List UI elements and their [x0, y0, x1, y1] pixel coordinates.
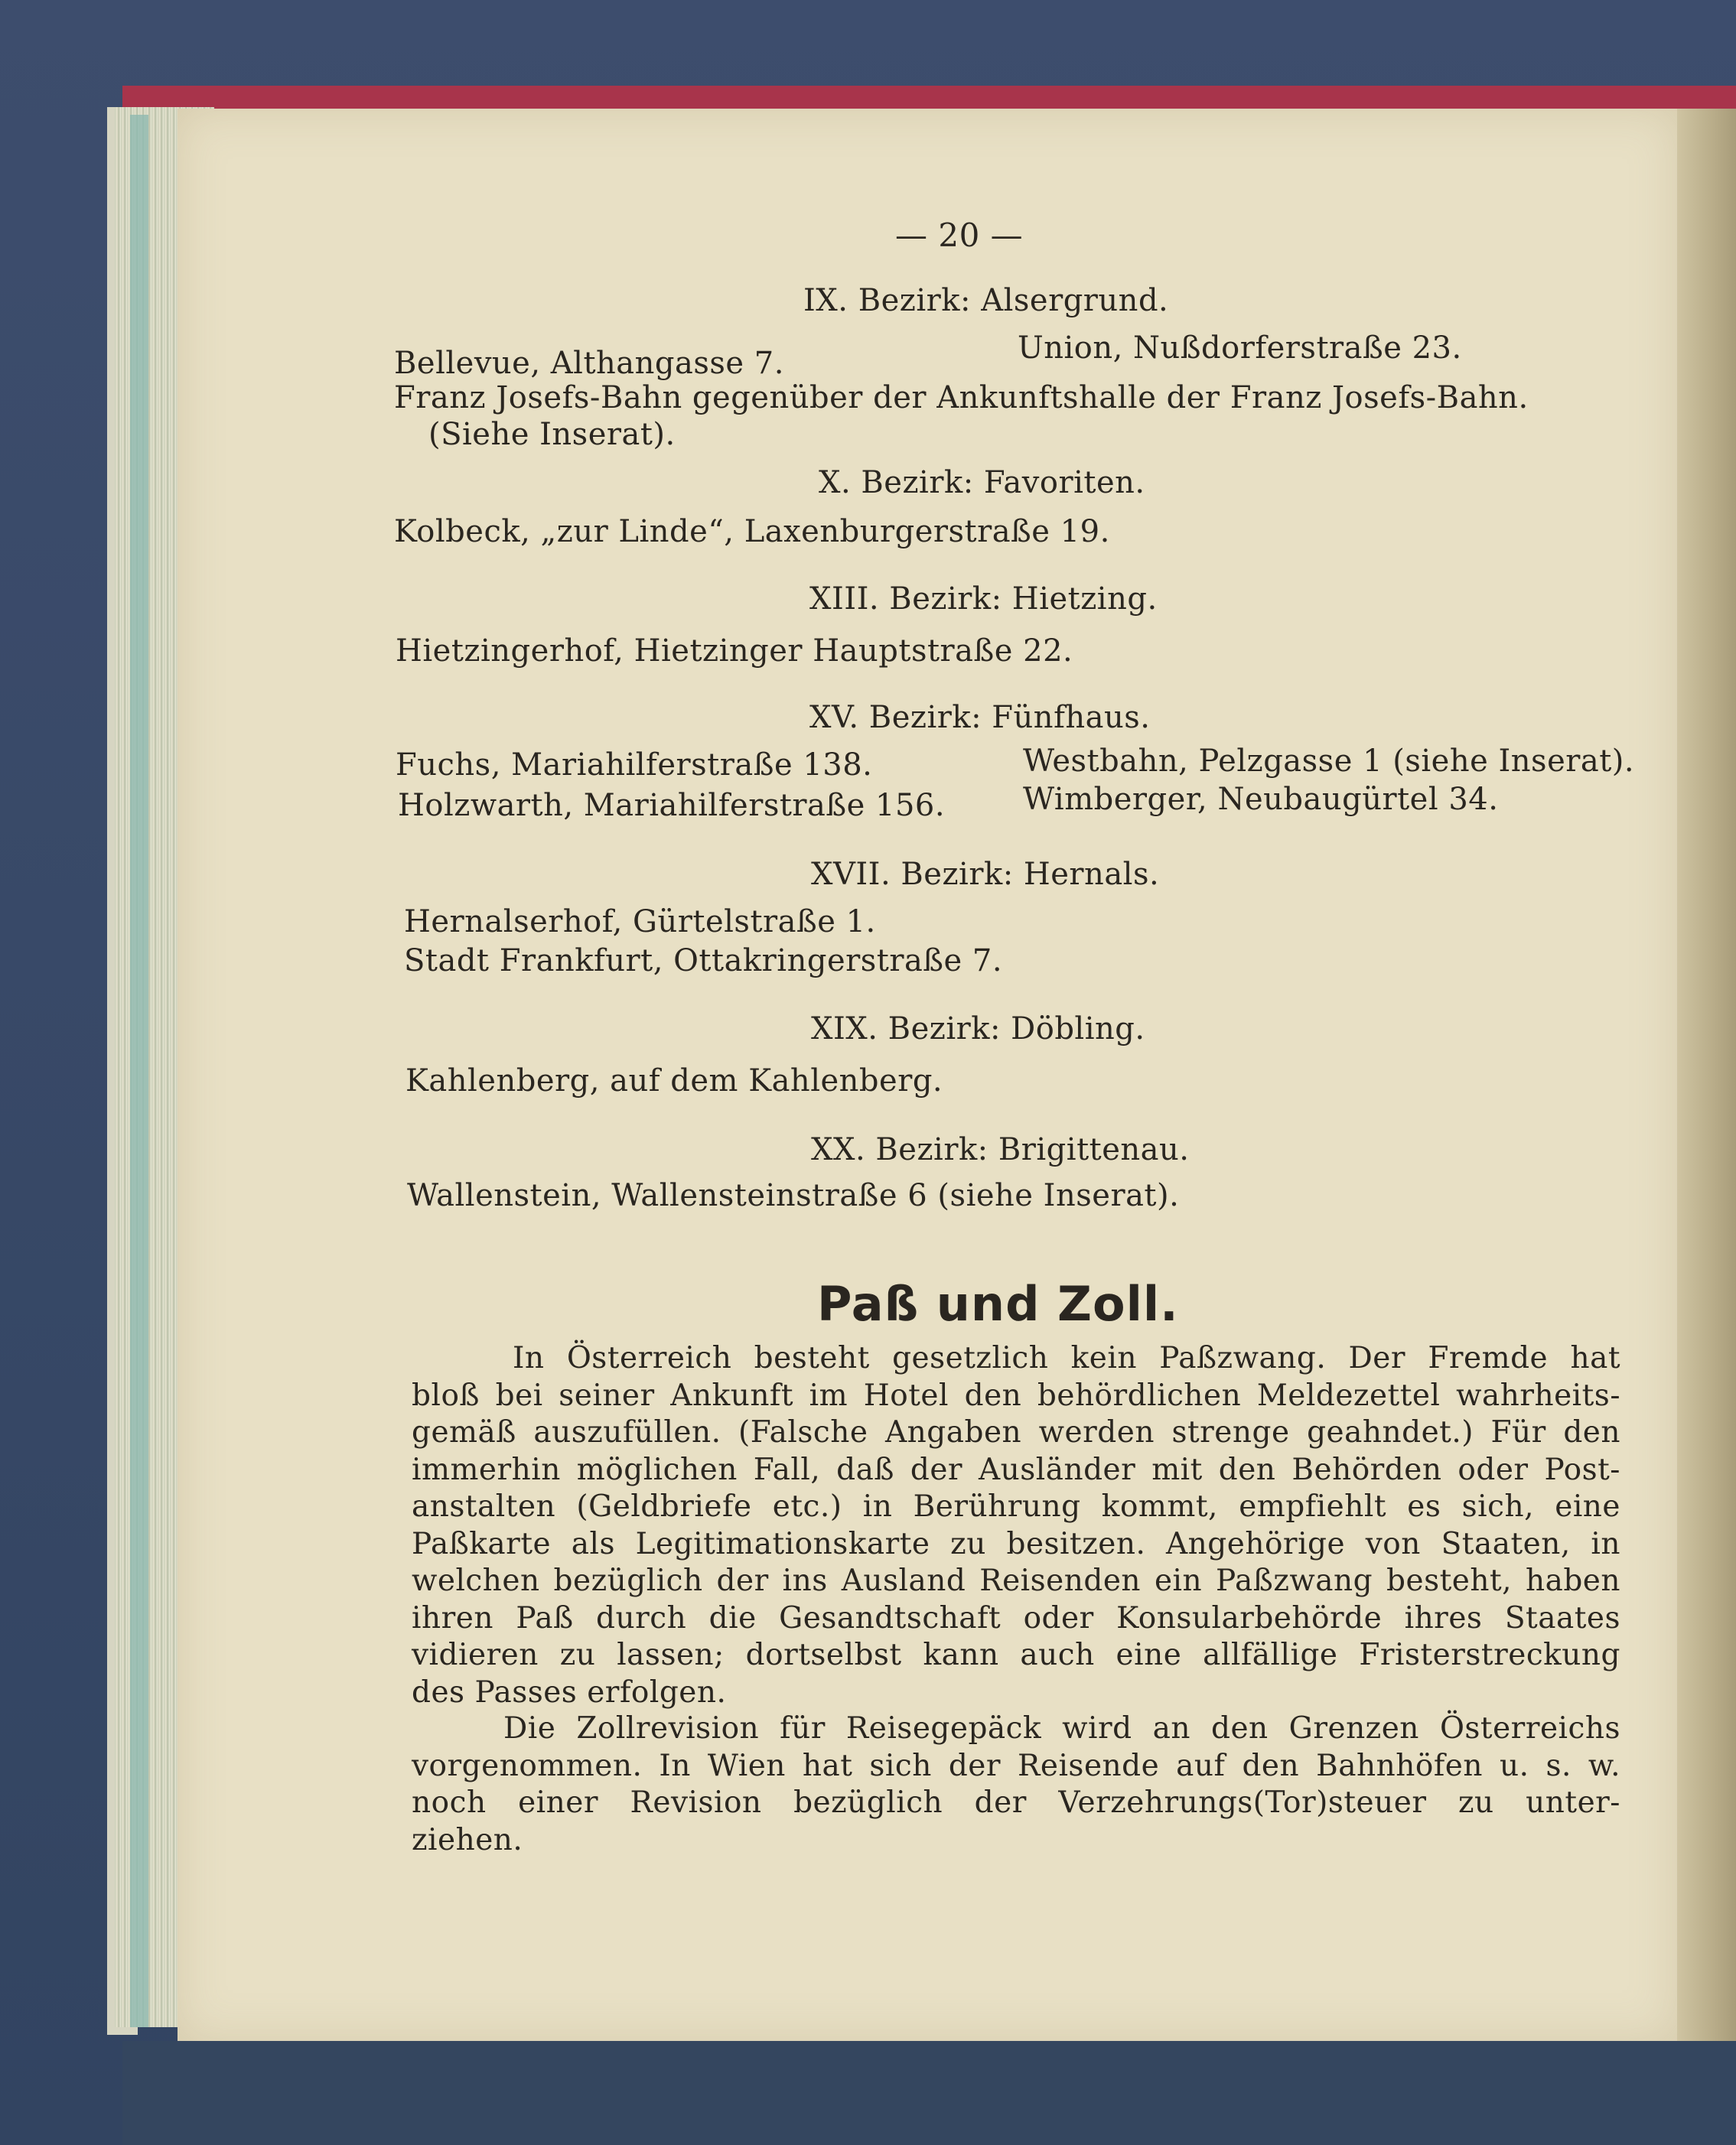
- text-line: Paßkarte als Legitimationskarte zu besitzen. Angehörige von Staaten, in: [412, 1526, 1620, 1561]
- district-heading: XX. Bezirk: Brigittenau.: [811, 1132, 1190, 1167]
- book-cover-edge: [122, 86, 1736, 109]
- text-line: anstalten (Geldbriefe etc.) in Berührung kommt, empfiehlt es sich, eine: [412, 1489, 1620, 1524]
- page-fold: [1677, 109, 1736, 2041]
- hotel-entry: Kolbeck, „zur Linde“, Laxenburgerstraße 19.: [394, 514, 1110, 549]
- hotel-entry: Union, Nußdorferstraße 23.: [1018, 330, 1462, 366]
- paragraph-customs: [412, 1710, 1620, 1859]
- text-line: immerhin möglichen Fall, daß der Ausländer mit den Behörden oder Post-: [412, 1452, 1620, 1487]
- hotel-entry: Bellevue, Althangasse 7.: [394, 346, 784, 381]
- hotel-entry: Wallenstein, Wallensteinstraße 6 (siehe Inserat).: [407, 1178, 1180, 1213]
- text-line: vidieren zu lassen; dortselbst kann auch eine allfällige Fristerstreckung: [412, 1638, 1620, 1672]
- hotel-entry: Hietzingerhof, Hietzinger Hauptstraße 22.: [396, 633, 1073, 669]
- district-heading: XIX. Bezirk: Döbling.: [811, 1011, 1145, 1046]
- hotel-entry: Westbahn, Pelzgasse 1 (siehe Inserat).: [1023, 744, 1635, 779]
- district-heading: IX. Bezirk: Alsergrund.: [803, 283, 1169, 318]
- page-edge-tint: [130, 115, 148, 2027]
- text-line: gemäß auszufüllen. (Falsche Angaben werden strenge geahndet.) Für den: [412, 1415, 1620, 1450]
- hotel-entry: Stadt Frankfurt, Ottakringerstraße 7.: [404, 943, 1003, 978]
- hotel-entry: Fuchs, Mariahilferstraße 138.: [396, 747, 873, 783]
- text-line: vorgenommen. In Wien hat sich der Reisende auf den Bahnhöfen u. s. w.: [412, 1748, 1620, 1783]
- paragraph-pass: [412, 1340, 1620, 1711]
- text-line: des Passes erfolgen.: [412, 1675, 727, 1710]
- hotel-entry: Franz Josefs-Bahn gegenüber der Ankunftshalle der Franz Josefs-Bahn.: [394, 380, 1529, 415]
- text-line: welchen bezüglich der ins Ausland Reisenden ein Paßzwang besteht, haben: [412, 1564, 1620, 1598]
- section-title: Paß und Zoll.: [817, 1276, 1179, 1332]
- hotel-entry: (Siehe Inserat).: [428, 417, 676, 452]
- hotel-entry: Wimberger, Neubaugürtel 34.: [1023, 782, 1499, 817]
- text-line: ziehen.: [412, 1822, 523, 1857]
- page-number: — 20 —: [895, 216, 1024, 254]
- text-line: Die Zollrevision für Reisegepäck wird an den Grenzen Österreichs: [503, 1711, 1620, 1746]
- district-heading: XV. Bezirk: Fünfhaus.: [809, 700, 1151, 735]
- district-heading: XVII. Bezirk: Hernals.: [811, 857, 1160, 892]
- district-heading: XIII. Bezirk: Hietzing.: [809, 581, 1158, 617]
- hotel-entry: Holzwarth, Mariahilferstraße 156.: [398, 788, 946, 823]
- text-line: bloß bei seiner Ankunft im Hotel den behördlichen Meldezettel wahrheits-: [412, 1378, 1620, 1413]
- bottom-background: [122, 2041, 1736, 2145]
- text-line: noch einer Revision bezüglich der Verzehrungs(Tor)steuer zu unter-: [412, 1785, 1620, 1820]
- hotel-entry: Hernalserhof, Gürtelstraße 1.: [404, 904, 876, 939]
- text-line: ihren Paß durch die Gesandtschaft oder Konsularbehörde ihres Staates: [412, 1600, 1620, 1636]
- hotel-entry: Kahlenberg, auf dem Kahlenberg.: [406, 1063, 943, 1099]
- text-line: In Österreich besteht gesetzlich kein Paßzwang. Der Fremde hat: [513, 1341, 1620, 1375]
- district-heading: X. Bezirk: Favoriten.: [819, 465, 1145, 500]
